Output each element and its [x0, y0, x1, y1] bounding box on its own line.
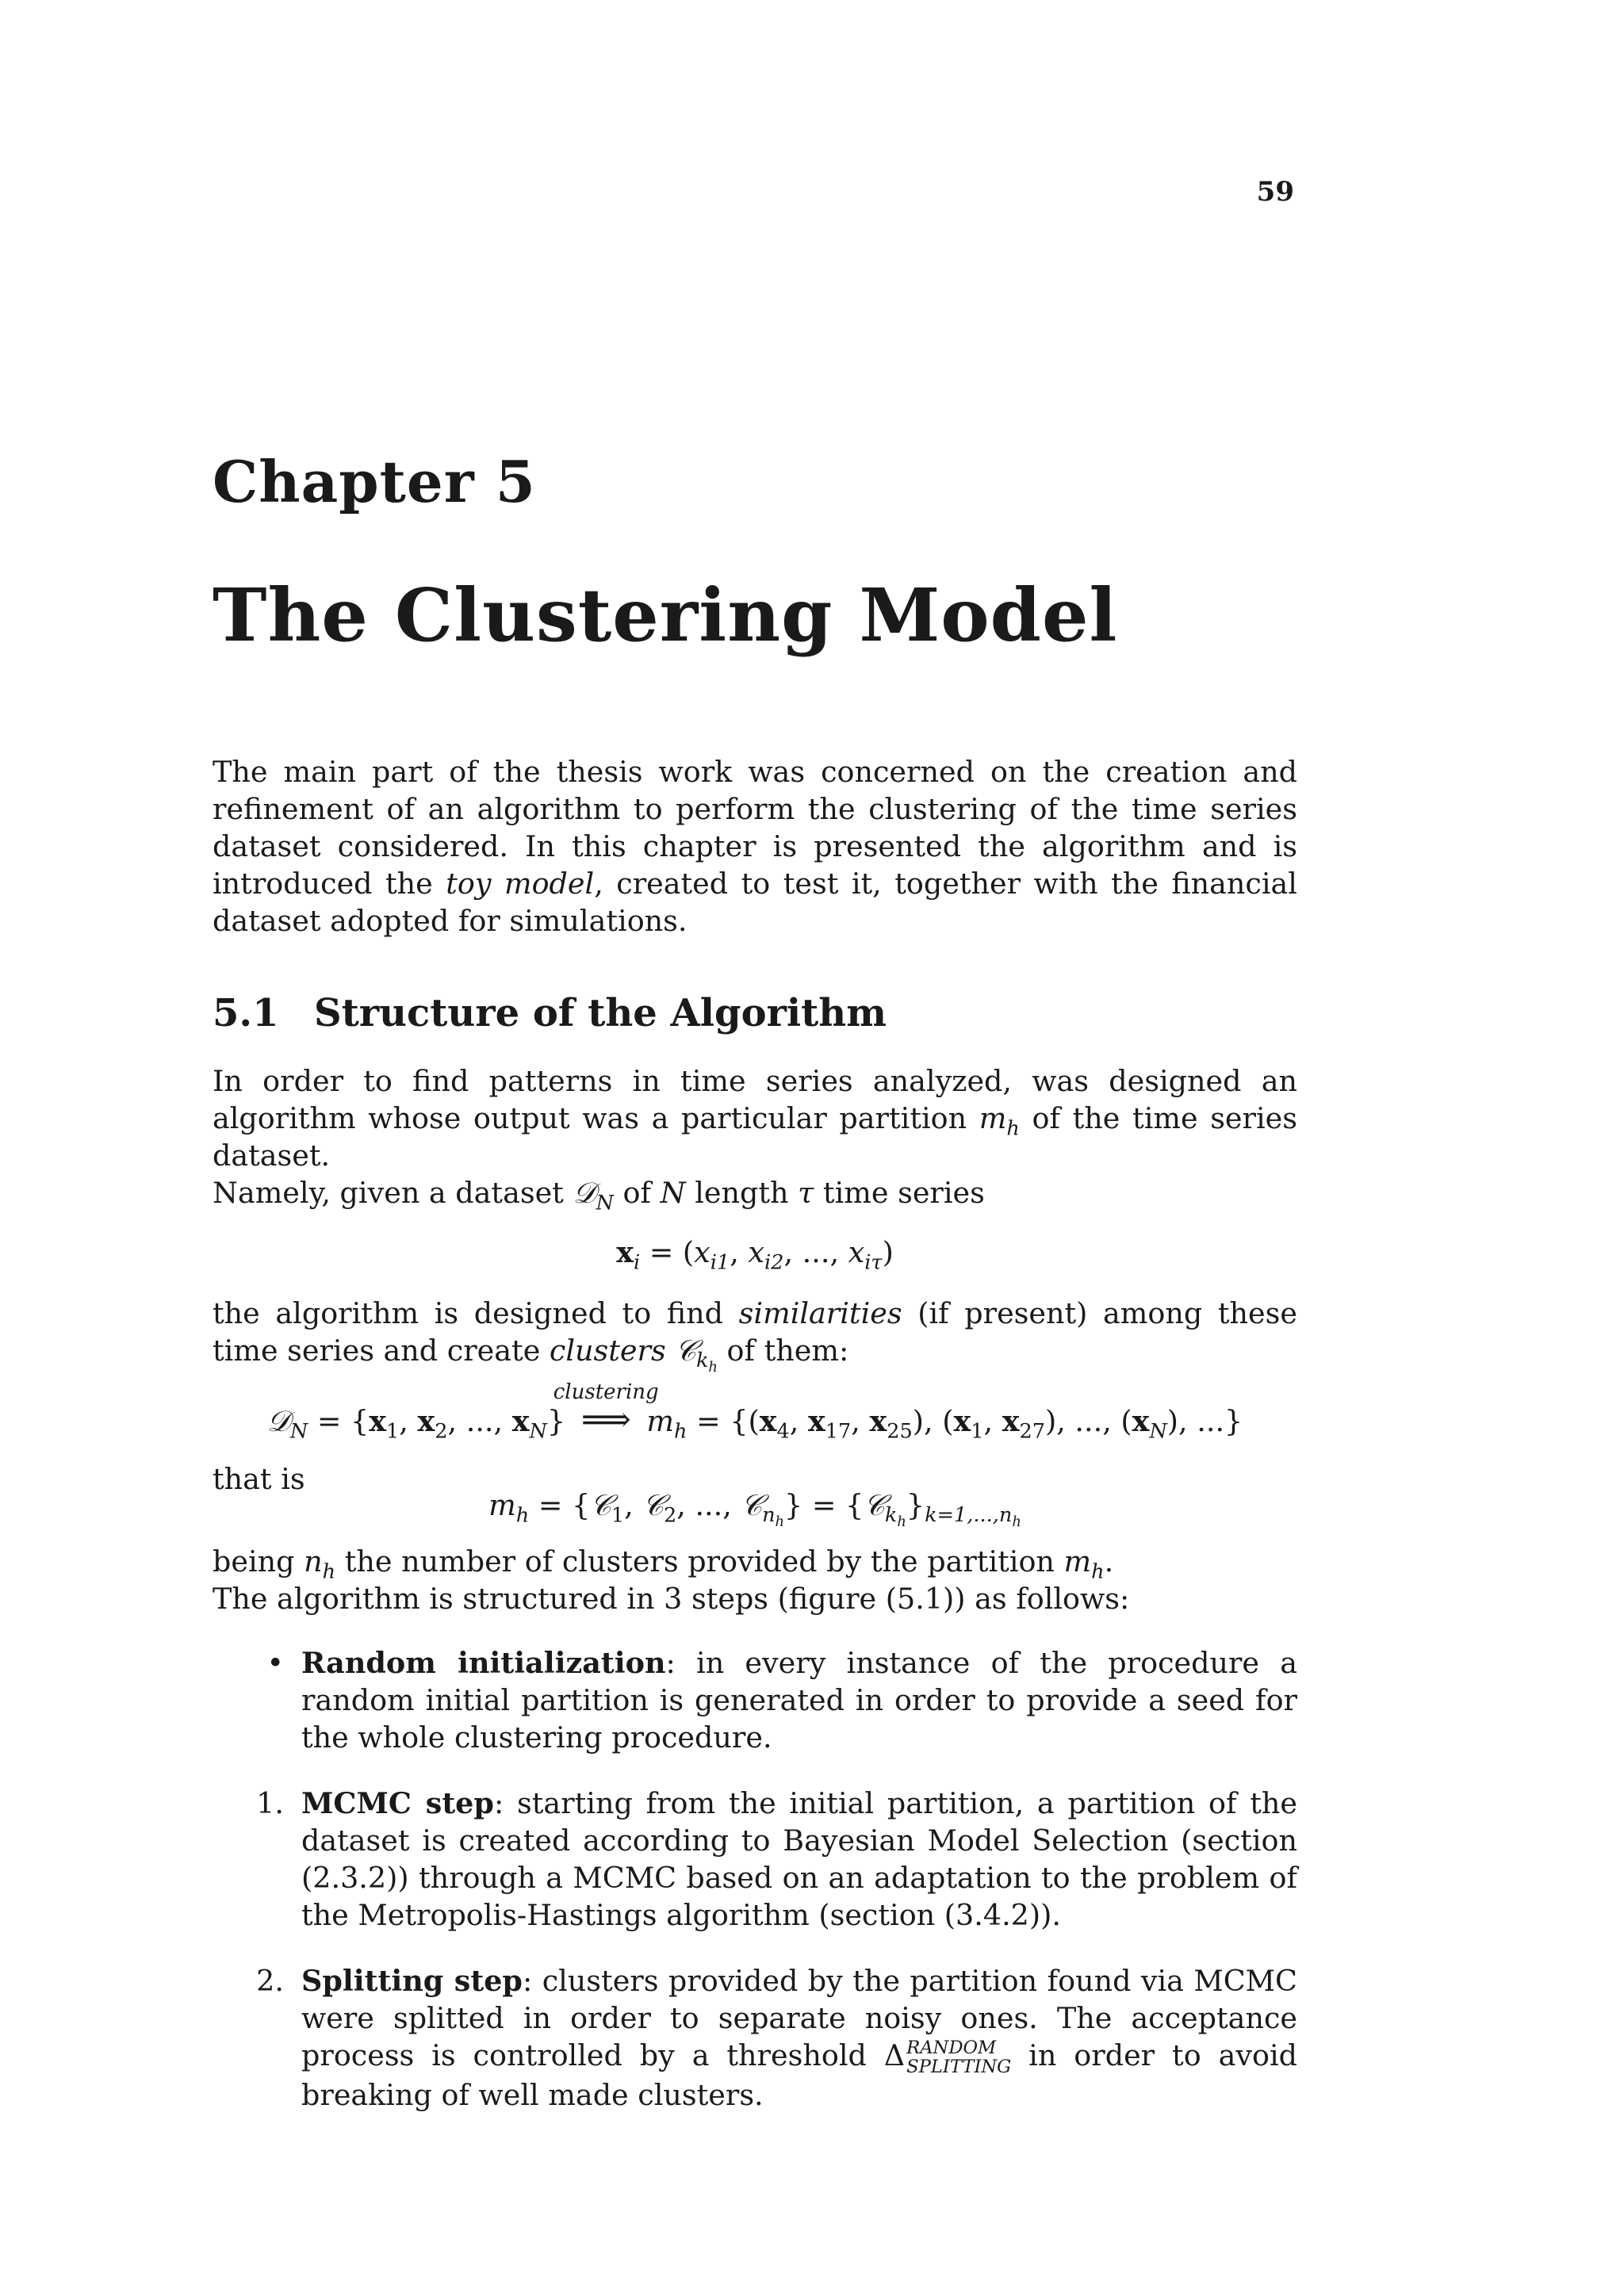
list-item: [213, 1962, 1297, 2114]
clustering-arrow-label: clustering: [553, 1380, 659, 1404]
chapter-label: Chapter 5: [213, 448, 536, 515]
p3-text-a: the algorithm is designed to find: [213, 1296, 739, 1330]
list-item-label: MCMC step: [301, 1786, 494, 1820]
p3-italic-clusters: clusters: [549, 1334, 666, 1368]
list-item-body: [301, 1644, 1297, 1756]
delta-scripts: [906, 2039, 1011, 2077]
intro-italic-toy-model: toy model: [446, 867, 595, 901]
p2-math-d-sub: N: [596, 1191, 614, 1215]
list-number: 2.: [256, 1964, 284, 1998]
p3-italic-similarities: similarities: [738, 1296, 902, 1330]
p5-text: The algorithm is structured in 3 steps (figure (5.1)) as follows:: [213, 1582, 1130, 1616]
steps-list: [213, 1644, 1297, 2114]
equation-xi: $x_i = (x_{i1}$, $x_{i2}$, ..., $x_{i\tau}$): [616, 1235, 894, 1275]
delta-symbol: Δ: [883, 2038, 906, 2072]
list-item-label: Splitting step: [301, 1964, 523, 1998]
chapter-title: The Clustering Model: [213, 572, 1118, 658]
p2-text-b: of: [613, 1176, 661, 1210]
p3-text-c: of them:: [717, 1334, 849, 1368]
delta-subscript: SPLITTING: [906, 2056, 1012, 2077]
p2-math-n: N: [660, 1176, 686, 1210]
clustering-arrow: clustering ⟹: [581, 1401, 631, 1440]
p4-text-a: being: [213, 1544, 304, 1578]
intro-paragraph: [213, 753, 1297, 939]
list-item-text-b: in order to avoid breaking of well made clusters.: [301, 2038, 1297, 2113]
paragraph-4: being $n_h$ the number of clusters provided by the partition $m_h$. The algorithm is structured in 3 steps (figure (5.1)) as follows:: [213, 1544, 1130, 1616]
list-item: [213, 1785, 1297, 1934]
list-item-label: Random initialization: [301, 1646, 666, 1680]
paragraph-1: [213, 1062, 1297, 1215]
equation-mh: $m_h$ = {𝒞$_1$, 𝒞$_2$, ..., 𝒞$_{n_h}$} = $\{𝒞_{k_h}\}_{k=1,...,n_h}$: [488, 1488, 1021, 1531]
equation-clustering: 𝒟$_N$ = {$x_1$, $x_2$, ..., $x_N$} clustering ⟹ $m_h = \{(x_4$, $x_{17}$, $x_{25}$), ($x_1$, $x_{27}$), ..., $(x_N)$, ...}: [213, 1401, 1297, 1440]
p2-math-d: 𝒟: [573, 1176, 596, 1210]
paragraph-3: the algorithm is designed to find similarities (if present) among these time series and create clusters 𝒞$_{k_h}$ of them:: [213, 1296, 1297, 1376]
list-bullet: •: [266, 1646, 284, 1680]
intro-text-2: , created to test it, together with the financial dataset adopted for simulations.: [213, 867, 1297, 938]
p1-text-a: In order to find patterns in time series analyzed, was designed an algorithm whose output was a particular partition: [213, 1064, 1297, 1135]
p2-text-a: Namely, given a dataset: [213, 1176, 573, 1210]
p1-math-m-sub: h: [1006, 1116, 1020, 1141]
delta-superscript: RANDOM: [906, 2037, 997, 2058]
p2-text-c: length: [685, 1176, 799, 1210]
p1-math-m: m: [979, 1101, 1007, 1135]
that-is-text: that is: [213, 1462, 305, 1496]
p4-text-c: .: [1104, 1544, 1114, 1578]
list-item-body: [301, 1962, 1297, 2114]
p4-text-b: the number of clusters provided by the partition: [335, 1544, 1064, 1578]
page-content: [213, 753, 1297, 2142]
list-number: 1.: [256, 1786, 284, 1820]
list-item: [213, 1644, 1297, 1756]
p2-text-d: time series: [814, 1176, 985, 1210]
section-number: 5.1: [213, 991, 279, 1035]
intro-text-1: The main part of the thesis work was concerned on the creation and refinement of an algorithm to perform the clustering of the time series dataset considered. In this chapter is presented the algorithm and is introduced the: [213, 755, 1297, 901]
p1-text-b: of the time series dataset.: [213, 1101, 1297, 1173]
page-number: 59: [1256, 176, 1294, 208]
p2-math-tau: τ: [798, 1176, 814, 1210]
list-item-text: : starting from the initial partition, a partition of the dataset is created according to Bayesian Model Selection (section (2.3.2)) through a MCMC based on an adaptation to the problem of the Metropolis-Hastings algorithm (section (3.4.2)).: [301, 1786, 1297, 1932]
section-heading: [213, 991, 1297, 1035]
p3-text-b: (if present) among these time series and create: [213, 1296, 1297, 1368]
list-item-body: [301, 1785, 1297, 1934]
list-item-text-a: : clusters provided by the partition found via MCMC were splitted in order to separate noisy ones. The acceptance process is controlled by a threshold: [301, 1964, 1297, 2072]
list-item-text: : in every instance of the procedure a random initial partition is generated in order to provide a seed for the whole clustering procedure.: [301, 1646, 1298, 1755]
section-title: Structure of the Algorithm: [314, 991, 887, 1035]
